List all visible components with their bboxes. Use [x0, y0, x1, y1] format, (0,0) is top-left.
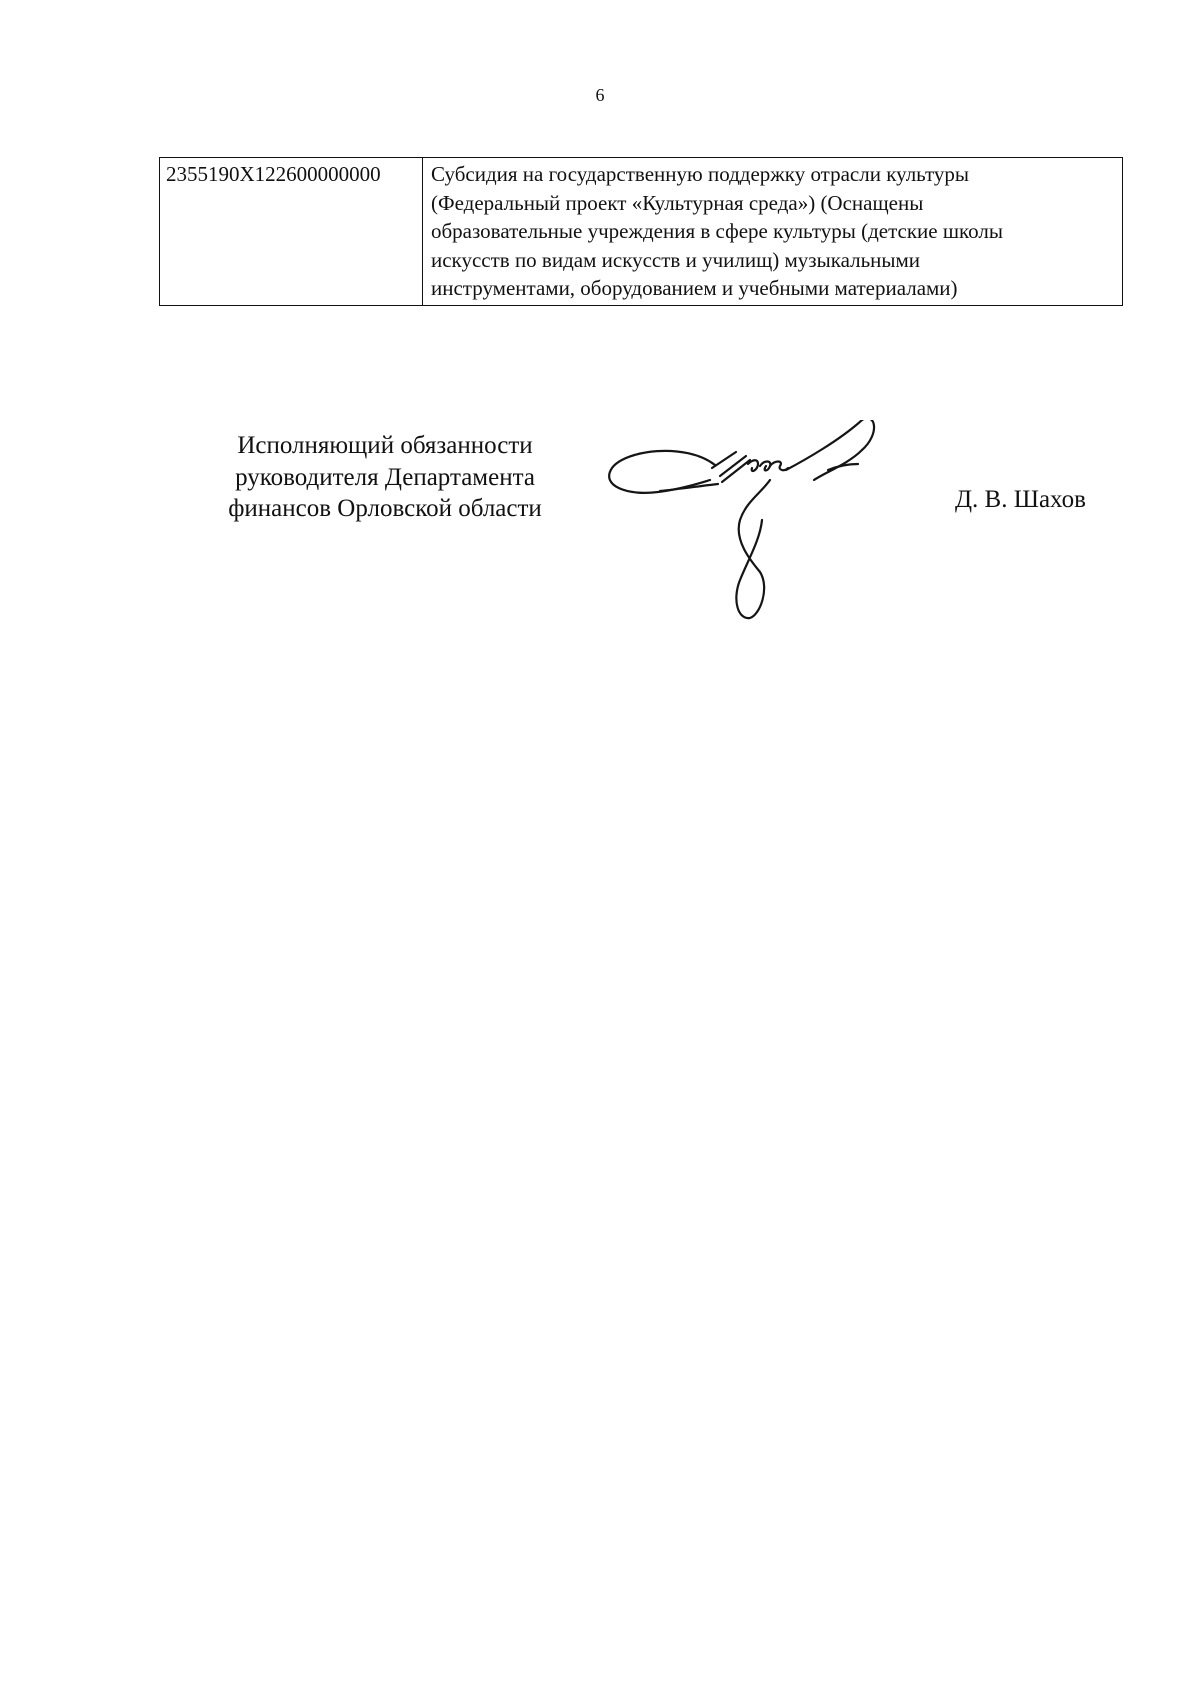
budget-code-table	[159, 157, 1123, 306]
table-row	[160, 158, 1123, 306]
handwritten-signature-icon	[600, 420, 900, 650]
budget-code-cell: 2355190X122600000000	[160, 158, 423, 306]
description-line: искусств по видам искусств и училищ) музыкальными	[431, 247, 921, 272]
description-line: (Федеральный проект «Культурная среда») (Оснащены	[431, 190, 924, 215]
position-line: руководителя Департамента	[235, 463, 535, 491]
budget-description-cell	[423, 158, 1123, 306]
description-line: образовательные учреждения в сфере культуры (детские школы	[431, 219, 1003, 243]
description-line: инструментами, оборудованием и учебными материалами)	[431, 276, 958, 300]
position-line: Исполняющий обязанности	[237, 432, 533, 459]
page-number: 6	[595, 85, 605, 105]
position-line: финансов Орловской области	[228, 495, 542, 522]
signer-name: Д. В. Шахов	[955, 486, 1086, 513]
description-line: Субсидия на государственную поддержку отрасли культуры	[431, 162, 969, 186]
signatory-position	[160, 430, 610, 525]
